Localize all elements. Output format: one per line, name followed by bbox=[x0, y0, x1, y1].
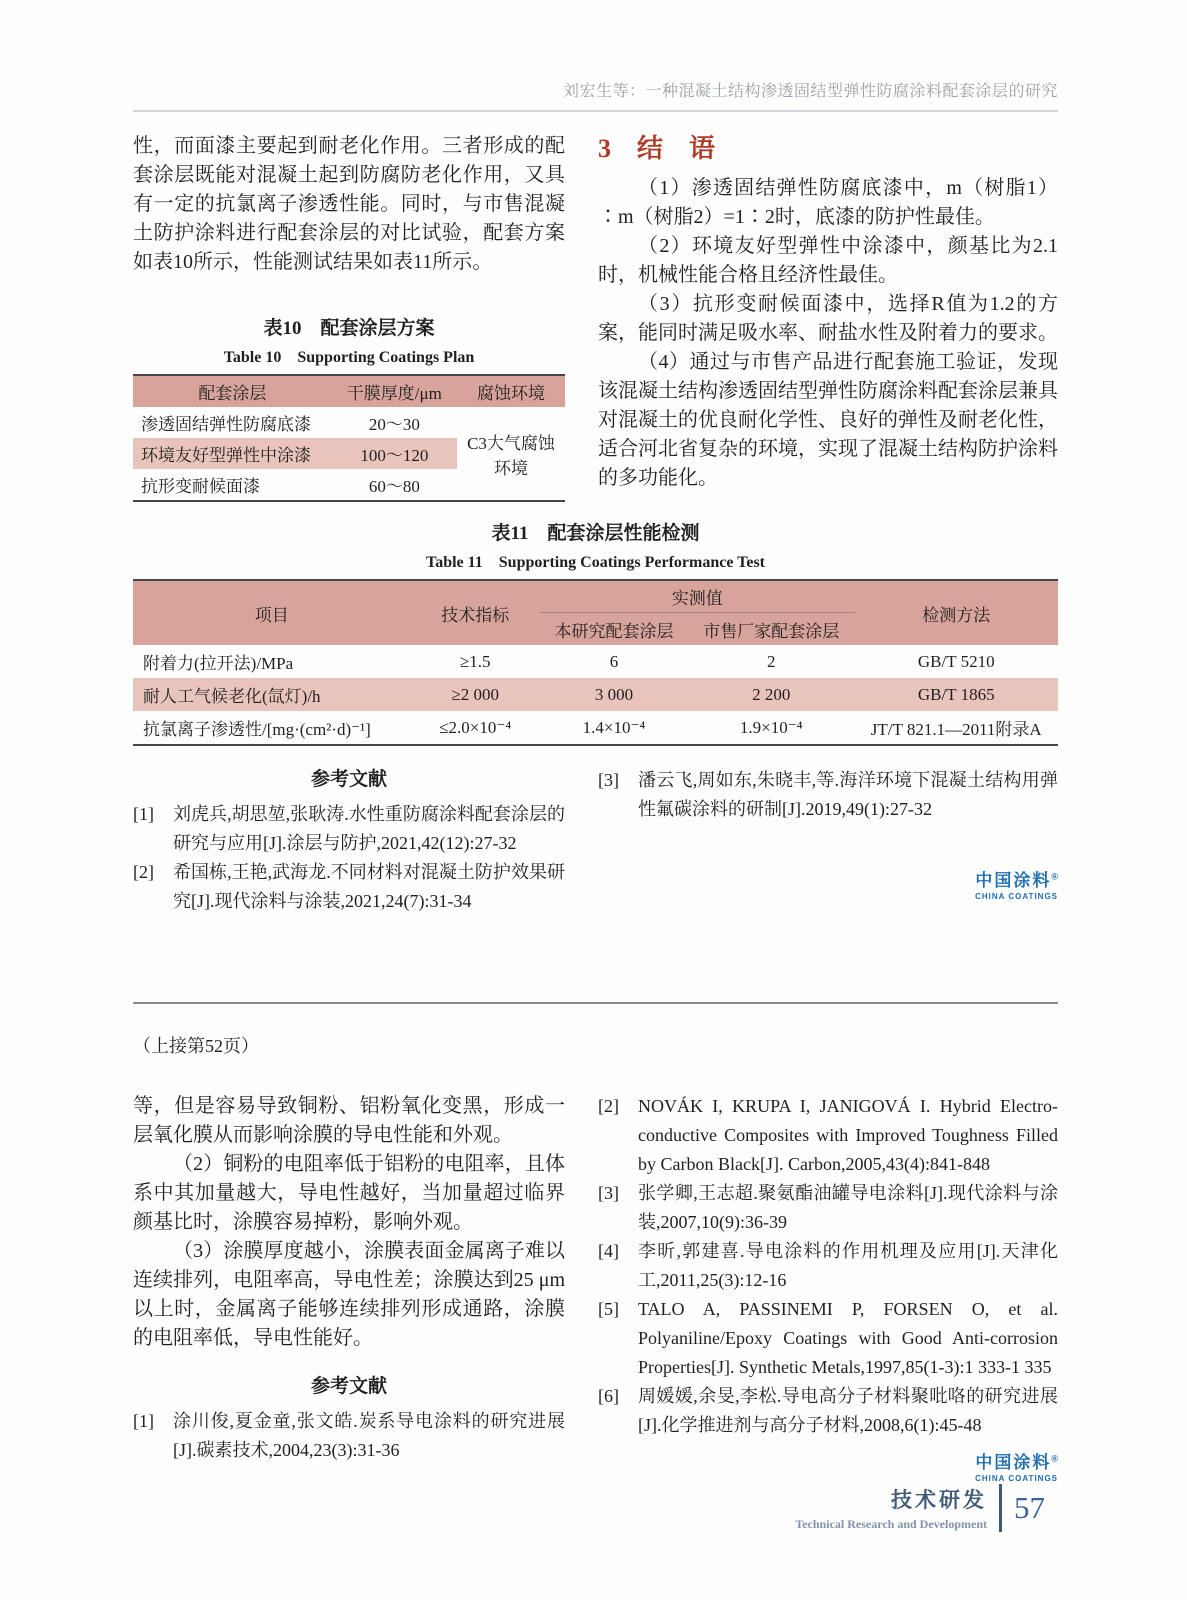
reference-label: [3] bbox=[598, 770, 619, 790]
reference-item bbox=[598, 1179, 1058, 1237]
table11 bbox=[133, 579, 1058, 746]
reference-item bbox=[133, 1407, 565, 1465]
reference-label: [1] bbox=[133, 1411, 154, 1431]
table10-header-cell: 干膜厚度/μm bbox=[332, 375, 457, 407]
reference-text: 刘虎兵,胡思堃,张耿涛.水性重防腐涂料配套涂层的研究与应用[J].涂层与防护,2021,42(12):27-32 bbox=[173, 804, 565, 853]
logo-text-cn: 中国涂料® bbox=[975, 871, 1058, 890]
china-coatings-logo bbox=[598, 1448, 1058, 1483]
table11-cell: ≤2.0×10⁻⁴ bbox=[439, 717, 512, 737]
table10-header-cell: 腐蚀环境 bbox=[457, 375, 565, 407]
table11-cell: 1.4×10⁻⁴ bbox=[582, 717, 646, 737]
registered-mark: ® bbox=[1051, 871, 1058, 882]
reference-label: [5] bbox=[598, 1299, 619, 1319]
reference-item bbox=[598, 1092, 1058, 1179]
reference-label: [4] bbox=[598, 1241, 619, 1261]
table11-cell: 2 200 bbox=[688, 678, 855, 711]
references-right-column bbox=[598, 760, 1058, 916]
table-row bbox=[133, 711, 1058, 745]
page-footer bbox=[795, 1484, 1045, 1532]
continuation-note: （上接第52页） bbox=[133, 1036, 259, 1056]
references-section bbox=[133, 760, 1058, 916]
bottom-left-column bbox=[133, 1092, 565, 1483]
header-rule bbox=[133, 110, 1058, 112]
table11-cell: 3 000 bbox=[540, 678, 688, 711]
reference-text: 潘云飞,周如东,朱晓丰,等.海洋环境下混凝土结构用弹性氟碳涂料的研制[J].2019,49(1):27-32 bbox=[638, 770, 1058, 819]
top-left-column bbox=[133, 132, 565, 502]
table-row bbox=[133, 407, 565, 438]
logo-text-en: CHINA COATINGS bbox=[975, 892, 1058, 901]
reference-item bbox=[598, 1382, 1058, 1440]
table10-caption-en: Table 10 Supporting Coatings Plan bbox=[223, 349, 475, 366]
table11-cell: 附着力(拉开法)/MPa bbox=[143, 654, 294, 673]
table11-cell: 耐人工气候老化(氙灯)/h bbox=[133, 678, 411, 711]
reference-label: [3] bbox=[598, 1183, 619, 1203]
reference-item bbox=[598, 1295, 1058, 1382]
table10-cell: 抗形变耐候面漆 bbox=[141, 477, 260, 496]
table11-cell: 2 bbox=[767, 651, 776, 671]
table11-cell: 抗氯离子渗透性/[mg·(cm²·d)⁻¹] bbox=[143, 720, 371, 739]
running-title: 刘宏生等：一种混凝土结构渗透固结型弹性防腐涂料配套涂层的研究 bbox=[562, 83, 1058, 100]
reference-text: NOVÁK I, KRUPA I, JANIGOVÁ I. Hybrid Electro-conductive Composites with Improved Toughness Filled by Carbon Black[J]. Carbon,2005,43(4):841-848 bbox=[638, 1096, 1058, 1174]
conclusion-paragraph: （2）环境友好型弹性中涂漆中，颜基比为2.1时，机械性能合格且经济性最佳。 bbox=[598, 235, 1058, 286]
table11-cell: JT/T 821.1—2011附录A bbox=[870, 720, 1042, 739]
page-number: 57 bbox=[1014, 1490, 1045, 1525]
reference-text: TALO A, PASSINEMI P, FORSEN O, et al. Polyaniline/Epoxy Coatings with Good Anti-corrosion Properties[J]. Synthetic Metals,1997,85(1-3):1 333-1 335 bbox=[638, 1299, 1058, 1377]
conclusion-paragraph: （3）抗形变耐候面漆中，选择R值为1.2的方案，能同时满足吸水率、耐盐水性及附着力的要求。 bbox=[598, 293, 1058, 344]
body-paragraph: （2）铜粉的电阻率低于铝粉的电阻率，且体系中其加量越大，导电性越好，当加量超过临界颜基比时，涂膜容易掉粉，影响外观。 bbox=[133, 1153, 565, 1233]
table11-header-method: 检测方法 bbox=[855, 580, 1059, 645]
references-heading: 参考文献 bbox=[310, 769, 387, 790]
table10-cell: 60～80 bbox=[368, 477, 420, 496]
china-coatings-logo bbox=[598, 866, 1058, 901]
footer-divider bbox=[999, 1484, 1002, 1532]
reference-label: [1] bbox=[133, 804, 154, 824]
table11-cell: ≥2 000 bbox=[411, 678, 541, 711]
reference-text: 张学卿,王志超.聚氨酯油罐导电涂料[J].现代涂料与涂装,2007,10(9):36-39 bbox=[638, 1183, 1058, 1232]
table11-header-spec: 技术指标 bbox=[411, 580, 541, 645]
table11-caption-en: Table 11 Supporting Coatings Performance Test bbox=[426, 554, 765, 571]
logo-text-en: CHINA COATINGS bbox=[975, 1474, 1058, 1483]
top-section bbox=[133, 132, 1058, 502]
reference-text: 涂川俊,夏金童,张文皓.炭系导电涂料的研究进展[J].碳素技术,2004,23(3):31-36 bbox=[173, 1411, 565, 1460]
reference-item bbox=[598, 766, 1058, 824]
section-heading: 3 结 语 bbox=[598, 134, 716, 163]
table-row bbox=[133, 678, 1058, 711]
table11-caption-cn: 表11 配套涂层性能检测 bbox=[491, 523, 700, 544]
reference-label: [6] bbox=[598, 1386, 619, 1406]
table11-cell: GB/T 1865 bbox=[855, 678, 1059, 711]
table11-cell: ≥1.5 bbox=[459, 651, 491, 671]
table11-subheader-study: 本研究配套涂层 bbox=[540, 613, 688, 646]
table11-cell: 6 bbox=[609, 651, 619, 671]
top-right-column bbox=[598, 132, 1058, 502]
reference-item bbox=[133, 858, 565, 916]
table10-cell: 渗透固结弹性防腐底漆 bbox=[141, 415, 311, 434]
table10 bbox=[133, 374, 565, 502]
reference-item bbox=[133, 800, 565, 858]
reference-text: 希国栋,王艳,武海龙.不同材料对混凝土防护效果研究[J].现代涂料与涂装,2021,24(7):31-34 bbox=[173, 862, 565, 911]
reference-text: 周媛媛,余旻,李松.导电高分子材料聚吡咯的研究进展[J].化学推进剂与高分子材料,2008,6(1):45-48 bbox=[638, 1386, 1058, 1435]
table11-cell: 1.9×10⁻⁴ bbox=[739, 717, 803, 737]
references-left-column bbox=[133, 760, 565, 916]
table11-header-item: 项目 bbox=[133, 580, 411, 645]
table-row bbox=[133, 645, 1058, 678]
footer-section-cn: 技术研发 bbox=[891, 1489, 987, 1512]
table10-cell: 20～30 bbox=[368, 415, 420, 434]
article-divider bbox=[133, 1002, 1058, 1004]
table11-cell: GB/T 5210 bbox=[917, 651, 995, 671]
table10-caption-cn: 表10 配套涂层方案 bbox=[263, 318, 435, 339]
reference-label: [2] bbox=[133, 862, 154, 882]
table10-header-cell: 配套涂层 bbox=[133, 375, 332, 407]
reference-item bbox=[598, 1237, 1058, 1295]
conclusion-paragraph: （4）通过与市售产品进行配套施工验证，发现该混凝土结构渗透固结型弹性防腐涂料配套涂层兼具对混凝土的优良耐化学性、良好的弹性及耐老化性，适合河北省复杂的环境，实现了混凝土结构防护涂料的多功能化。 bbox=[598, 351, 1058, 489]
table10-env-cell: C3大气腐蚀环境 bbox=[467, 433, 555, 478]
body-paragraph: 等，但是容易导致铜粉、铝粉氧化变黑，形成一层氧化膜从而影响涂膜的导电性能和外观。 bbox=[133, 1095, 565, 1146]
table10-cell: 100～120 bbox=[332, 438, 457, 469]
bottom-right-column bbox=[598, 1092, 1058, 1483]
bottom-section bbox=[133, 1092, 1058, 1483]
logo-text-cn: 中国涂料® bbox=[975, 1453, 1058, 1472]
conclusion-paragraph: （1）渗透固结弹性防腐底漆中，m（树脂1）∶m（树脂2）=1∶2时，底漆的防护性最佳。 bbox=[598, 177, 1058, 228]
table10-cell: 环境友好型弹性中涂漆 bbox=[133, 438, 332, 469]
reference-label: [2] bbox=[598, 1096, 619, 1116]
body-paragraph: （3）涂膜厚度越小，涂膜表面金属离子难以连续排列，电阻率高，导电性差；涂膜达到25 μm以上时，金属离子能够连续排列形成通路，涂膜的电阻率低，导电性能好。 bbox=[133, 1240, 565, 1349]
table11-header-measured: 实测值 bbox=[540, 580, 855, 613]
reference-text: 李昕,郭建喜.导电涂料的作用机理及应用[J].天津化工,2011,25(3):12-16 bbox=[638, 1241, 1058, 1290]
references-heading: 参考文献 bbox=[310, 1376, 387, 1397]
table11-subheader-market: 市售厂家配套涂层 bbox=[688, 613, 855, 646]
footer-section-en: Technical Research and Development bbox=[795, 1517, 987, 1531]
registered-mark: ® bbox=[1051, 1453, 1058, 1464]
footer-section-block bbox=[795, 1484, 987, 1532]
body-paragraph: 性，而面漆主要起到耐老化作用。三者形成的配套涂层既能对混凝土起到防腐防老化作用，又具有一定的抗氯离子渗透性能。同时，与市售混凝土防护涂料进行配套涂层的对比试验，配套方案如表10所示，性能测试结果如表11所示。 bbox=[133, 135, 565, 273]
